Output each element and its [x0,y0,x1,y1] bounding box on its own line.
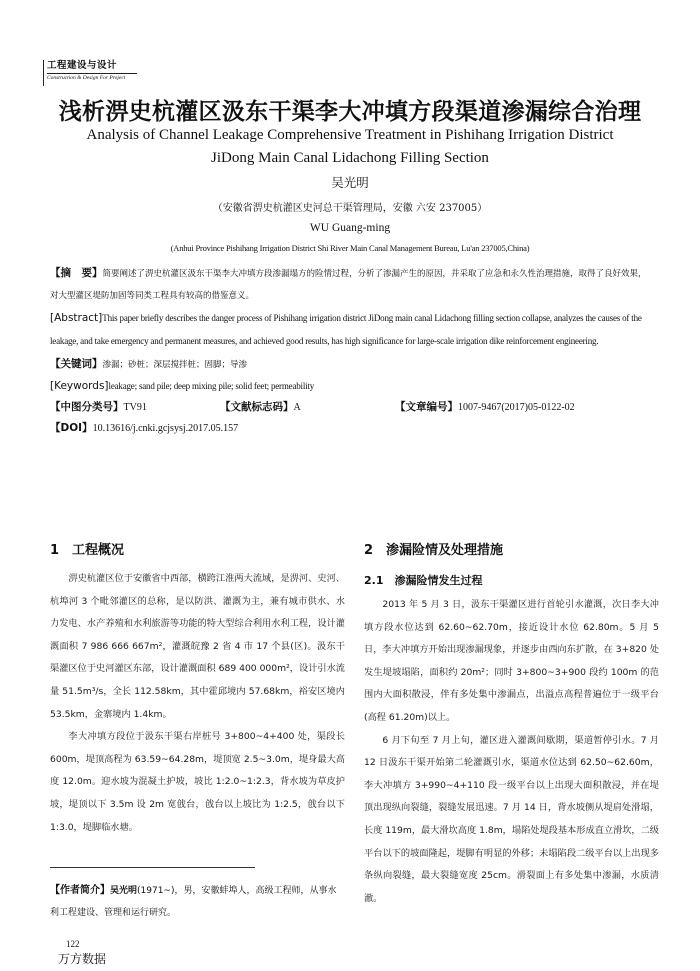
column-left [50,538,345,839]
footnote-text: (1971~)，男，安徽蚌埠人，高级工程师，从事水利工程建设、管理和运行研究。 [50,886,337,918]
subsection-heading-2-1: 2.1 渗漏险情发生过程 [364,574,483,587]
doi-label: 【DOI】 [50,422,93,434]
affiliation-cn: （安徽省淠史杭灌区史河总干渠管理局，安徽 六安 237005） [212,203,488,214]
journal-name-cn: 工程建设与设计 [47,60,118,71]
keywords-cn [50,353,650,376]
watermark-text: 万方数据 [58,952,107,966]
paragraph: 2013 年 5 月 3 日，汲东干渠灌区进行首轮引水灌溉，次日李大冲填方段水位达到 62.60~62.70m，接近设计水位 62.80m。5 月 5 日，李大冲填方开始出现渗漏现象，并逐步由西向东扩散，在 3+820 处发生堤坡塌陷，面积约 20m²；同时 3+800~3+900 段约 100m 的范围内大面积散浸，伴有多处集中渗漏点，出溢点高程普遍位于一级平台(高程 61.20m)以上。 [364,599,659,723]
abstract-en [50,307,650,353]
title-en-line1: Analysis of Channel Leakage Comprehensive Treatment in Pishihang Irrigation District [86,127,614,143]
abstract-label-en: [Abstract] [50,312,103,324]
doi [50,417,650,440]
keywords-text-en: leakage; sand pile; deep mixing pile; solid feet; permeability [108,381,315,391]
journal-name-en: Construction & Design For Project [47,75,126,81]
abstract-text-cn: 简要阐述了淠史杭灌区汲东干渠李大冲填方段渗漏塌方的险情过程，分析了渗漏产生的原因，并采取了应急和永久性治理措施，取得了良好效果，对大型灌区堤防加固等同类工程具有较高的借鉴意义。 [50,269,647,301]
author-bio-footnote [50,880,345,924]
author-name-en: WU Guang-ming [309,222,391,234]
abstract-text-en: This paper briefly describes the danger process of Pishihang irrigation district JiDong main canal Lidachong filling section collapse, analyzes the causes of the leakage, and take emergency and permanent measures, and achieved good results, has high significance for large-scale irrigation dike reinforcement engineering. [50,313,642,346]
footnote-divider [50,867,255,868]
author-name-cn: 吴光明 [331,175,369,190]
journal-header [43,60,137,86]
abstract-cn [50,262,650,307]
abstract-label-cn: 【摘 要】 [50,267,103,279]
affiliation-en: (Anhui Province Pishihang Irrigation District Shi River Main Canal Management Bureau, Lu'an 237005,China) [170,243,530,253]
keywords-label-cn: 【关键词】 [50,358,103,370]
document-code: 【文献标志码】A [220,401,301,413]
column-right [364,538,659,910]
article-number: 【文章编号】1007-9467(2017)05-0122-02 [395,401,575,413]
footnote-label: 【作者简介】 [50,885,110,896]
keywords-label-en: [Keywords] [50,380,109,392]
title-cn: 浅析淠史杭灌区汲东干渠李大冲填方段渠道渗漏综合治理 [58,99,642,125]
title-en-line2: JiDong Main Canal Lidachong Filling Section [211,150,489,166]
section-heading-1: 1 工程概况 [50,543,125,558]
paragraph: 李大冲填方段位于汲东干渠右岸桩号 3+800~4+400 处，渠段长 600m，堤顶高程为 63.59~64.28m，堤顶宽 2.5~3.0m，堤身最大高度 12.0m。迎水坡为混凝土护坡，坡比 1:2.0~1:2.3，背水坡为草皮护坡，堤顶以下 3.5m 设 2m 宽戗台，戗台以上坡比为 1:2.5，戗台以下 1:3.0，堤脚临水塘。 [50,731,345,833]
footnote-author-name: 吴光明 [110,886,138,896]
doi-link[interactable]: 10.13616/j.cnki.gcjsysj.2017.05.157 [92,423,239,434]
keywords-text-cn: 渗漏；砂桩；深层搅拌桩；固脚；导渗 [102,360,248,370]
paragraph: 淠史杭灌区位于安徽省中西部，横跨江淮两大流域，是淠河、史河、杭埠河 3 个毗邻灌区的总称，是以防洪、灌溉为主，兼有城市供水、水力发电、水产养殖和水利旅游等功能的特大型综合利用水利工程，设计灌溉面积 7 986 666 667m²，灌溉皖豫 2 省 4 市 17 个县(区)。汲东干渠灌区位于史河灌区东部，设计灌溉面积 689 400 000m²，设计引水流量 51.5m³/s，全长 112.58km，其中霍邱境内 57.68km，裕安区境内 53.5km，金寨境内 1.4km。 [50,573,345,720]
classification-row [50,395,650,417]
clc-number: 【中图分类号】TV91 [50,401,147,413]
page-number: 122 [66,939,80,949]
paragraph: 6 月下旬至 7 月上旬，灌区进入灌溉间歇期，渠道暂停引水。7 月 12 日汲东干渠开始第二轮灌溉引水，渠道水位达到 62.50~62.60m，李大冲填方 3+990~4+110 段一级平台以上出现大面积散浸，并在堤顶出现纵向裂缝，裂缝发展迅速。7 月 14 日，背水坡侧从堤肩处滑塌，长度 119m，最大滑坎高度 1.8m，塌陷处堤段基本形成直立滑坎，二级平台以下的坡面隆起，堤脚有明显的外移；未塌陷段二级平台以上出现多条纵向裂缝，最大裂缝宽度 25cm。滑裂面上有多处集中渗漏，水质清澈。 [364,734,659,904]
section-heading-2: 2 渗漏险情及处理措施 [364,543,504,558]
